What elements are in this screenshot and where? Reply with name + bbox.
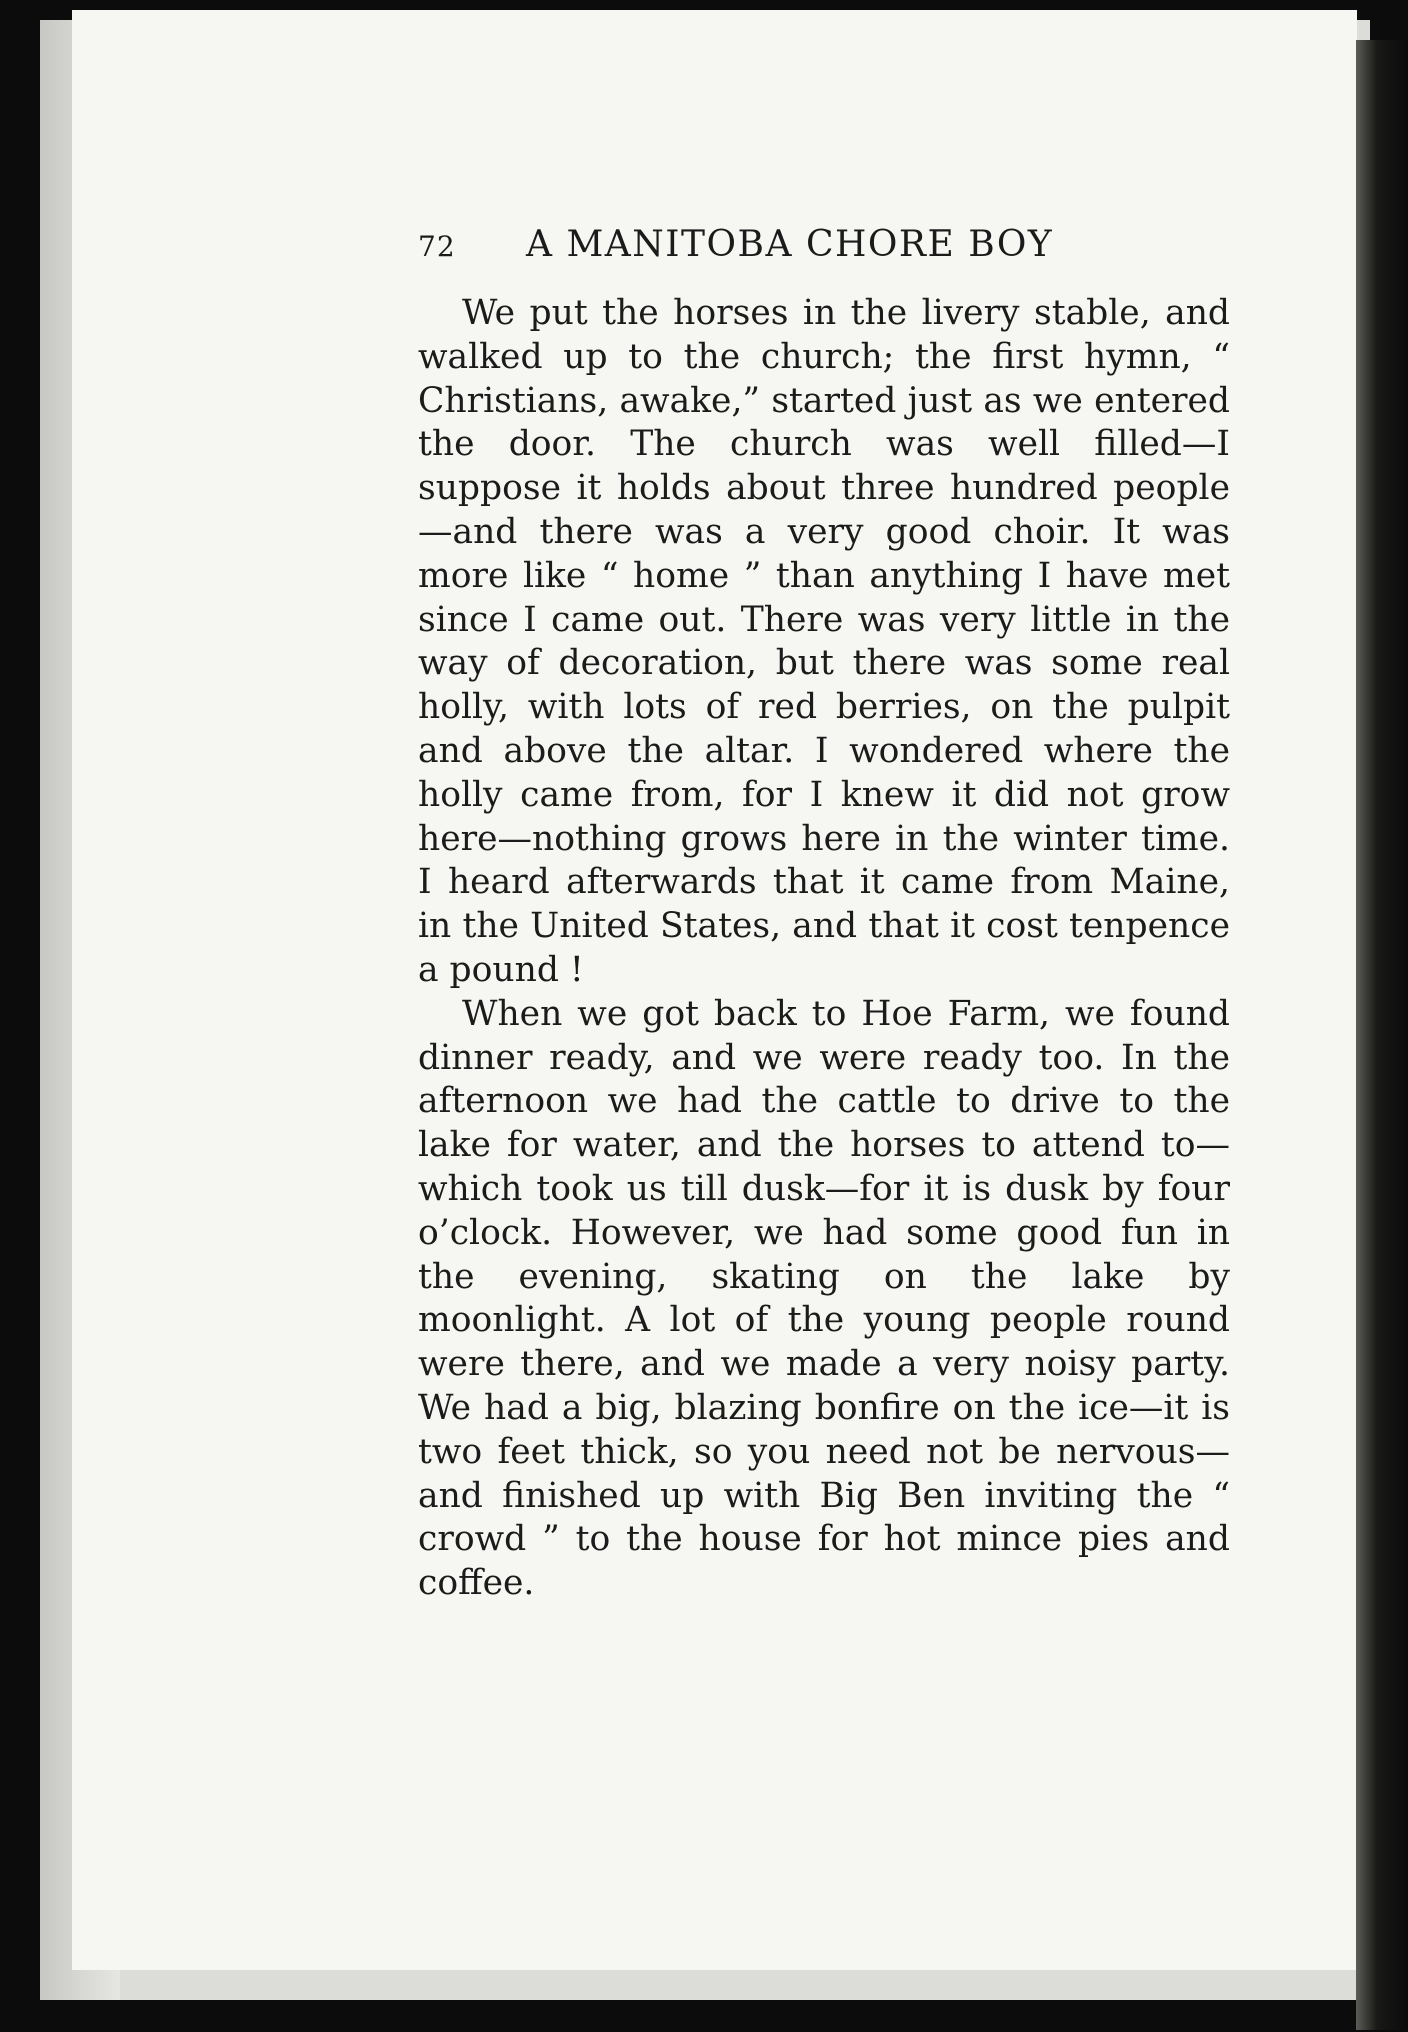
text-block (418, 220, 1230, 1606)
paragraph-1: We put the horses in the livery stable, and walked up to the church; the first hymn, “ Christians, awake,” started just as we entered the door. The church was well filled—I suppose it holds about three hundred people—and there was a very good choir. It was more like “ home ” than anything I have met since I came out. There was very little in the way of decoration, but there was some real holly, with lots of red berries, on the pulpit and above the altar. I wondered where the holly came from, for I knew it did not grow here—nothing grows here in the winter time. I heard afterwards that it came from Maine, in the United States, and that it cost tenpence a pound ! (418, 293, 1230, 990)
running-title: A MANITOBA CHORE BOY (526, 224, 1054, 265)
paragraph-2: When we got back to Hoe Farm, we found dinner ready, and we were ready too. In the afternoon we had the cattle to drive to the lake for water, and the horses to attend to—which took us till dusk—for it is dusk by four o’clock. However, we had some good fun in the evening, skating on the lake by moonlight. A lot of the young people round were there, and we made a very noisy party. We had a big, blazing bonfire on the ice—it is two feet thick, so you need not be nervous—and finished up with Big Ben inviting the “ crowd ” to the house for hot mince pies and coffee. (418, 993, 1230, 1604)
running-head (418, 220, 1230, 280)
book-cover-edge (1356, 40, 1408, 2030)
page-number: 72 (418, 230, 456, 263)
